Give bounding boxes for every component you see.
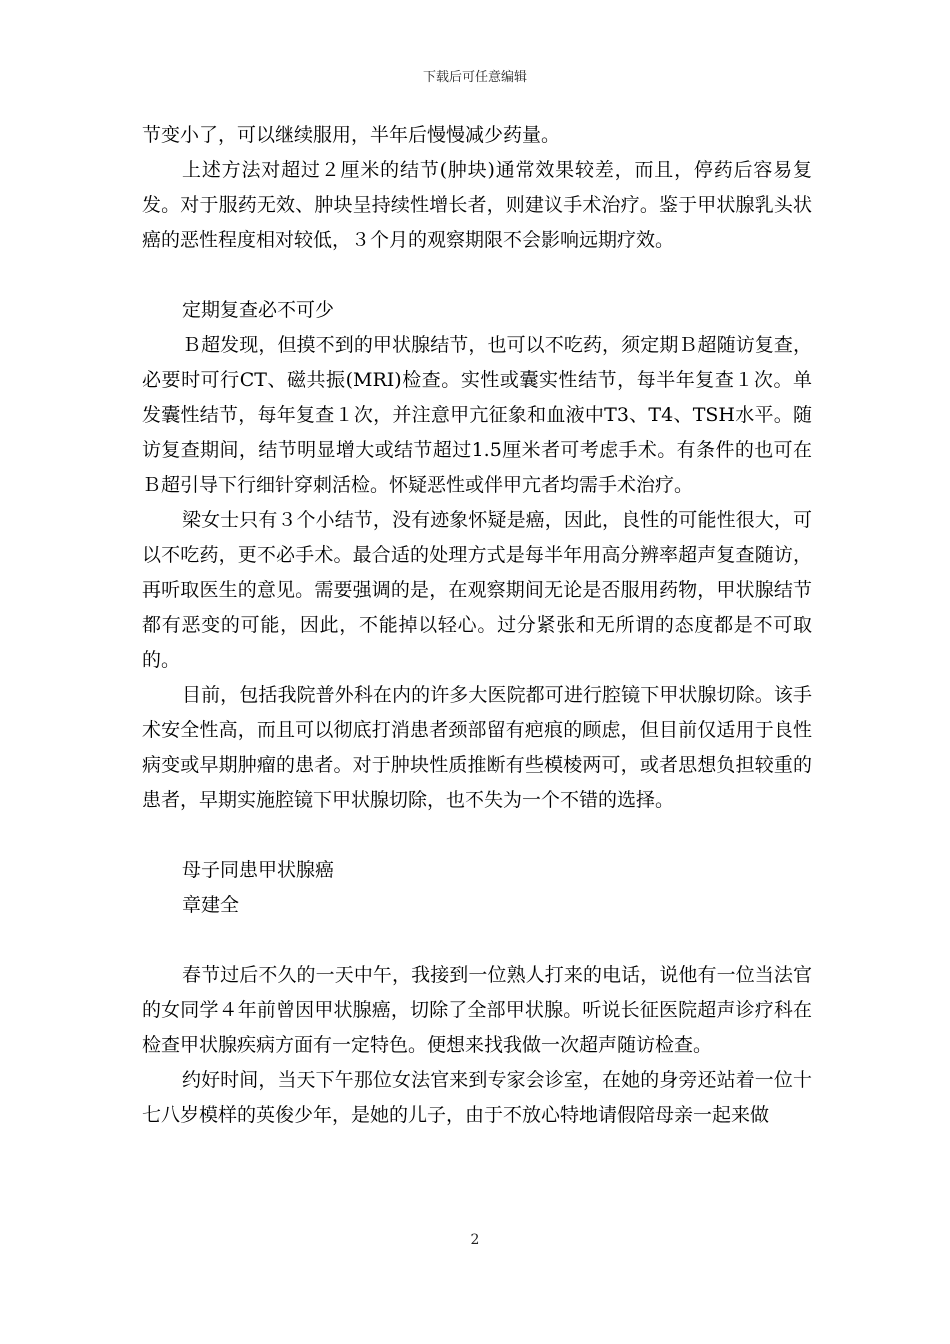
article-title: 母子同患甲状腺癌 [182,859,335,881]
blank-line [142,923,812,958]
paragraph: 上述方法对超过２厘米的结节(肿块)通常效果较差，而且，停药后容易复发。对于服药无效、肿块呈持续性增长者，则建议手术治疗。鉴于甲状腺乳头状癌的恶性程度相对较低，３个月的观察期限不会影响远期疗效。 [142,159,812,251]
paragraph: 约好时间，当天下午那位女法官来到专家会诊室，在她的身旁还站着一位十七八岁模样的英俊少年，是她的儿子，由于不放心特地请假陪母亲一起来做 [142,1069,812,1126]
paragraph: 目前，包括我院普外科在内的许多大医院都可进行腔镜下甲状腺切除。该手术安全性高，而且可以彻底打消患者颈部留有疤痕的顾虑，但目前仅适用于良性病变或早期肿瘤的患者。对于肿块性质推断有些模棱两可，或者思想负担较重的患者，早期实施腔镜下甲状腺切除，也不失为一个不错的选择。 [142,684,812,811]
blank-line [142,818,812,853]
paragraph: 梁女士只有３个小结节，没有迹象怀疑是癌，因此，良性的可能性很大，可以不吃药，更不必手术。最合适的处理方式是每半年用高分辨率超声复查随访，再听取医生的意见。需要强调的是，在观察期间无论是否服用药物，甲状腺结节都有恶变的可能，因此，不能掉以轻心。过分紧张和无所谓的态度都是不可取的。 [142,509,812,671]
section-heading: 定期复查必不可少 [182,299,335,321]
document-body [142,118,812,1133]
article-author: 章建全 [182,894,240,916]
paragraph: 春节过后不久的一天中午，我接到一位熟人打来的电话，说他有一位当法官的女同学４年前曾因甲状腺癌，切除了全部甲状腺。听说长征医院超声诊疗科在检查甲状腺疾病方面有一定特色。便想来找我做一次超声随访检查。 [142,964,812,1056]
blank-line [142,258,812,293]
page-number: 2 [470,1232,480,1248]
page-header: 下载后可任意编辑 [422,70,527,85]
paragraph: 节变小了，可以继续服用，半年后慢慢减少药量。 [142,124,561,146]
paragraph: Ｂ超发现，但摸不到的甲状腺结节，也可以不吃药，须定期Ｂ超随访复查，必要时可行CT、磁共振(MRI)检查。实性或囊实性结节，每半年复查１次。单发囊性结节，每年复查１次，并注意甲亢征象和血液中T3、T4、TSH水平。随访复查期间，结节明显增大或结节超过1.5厘米者可考虑手术。有条件的也可在Ｂ超引导下行细针穿刺活检。怀疑恶性或伴甲亢者均需手术治疗。 [142,334,812,496]
